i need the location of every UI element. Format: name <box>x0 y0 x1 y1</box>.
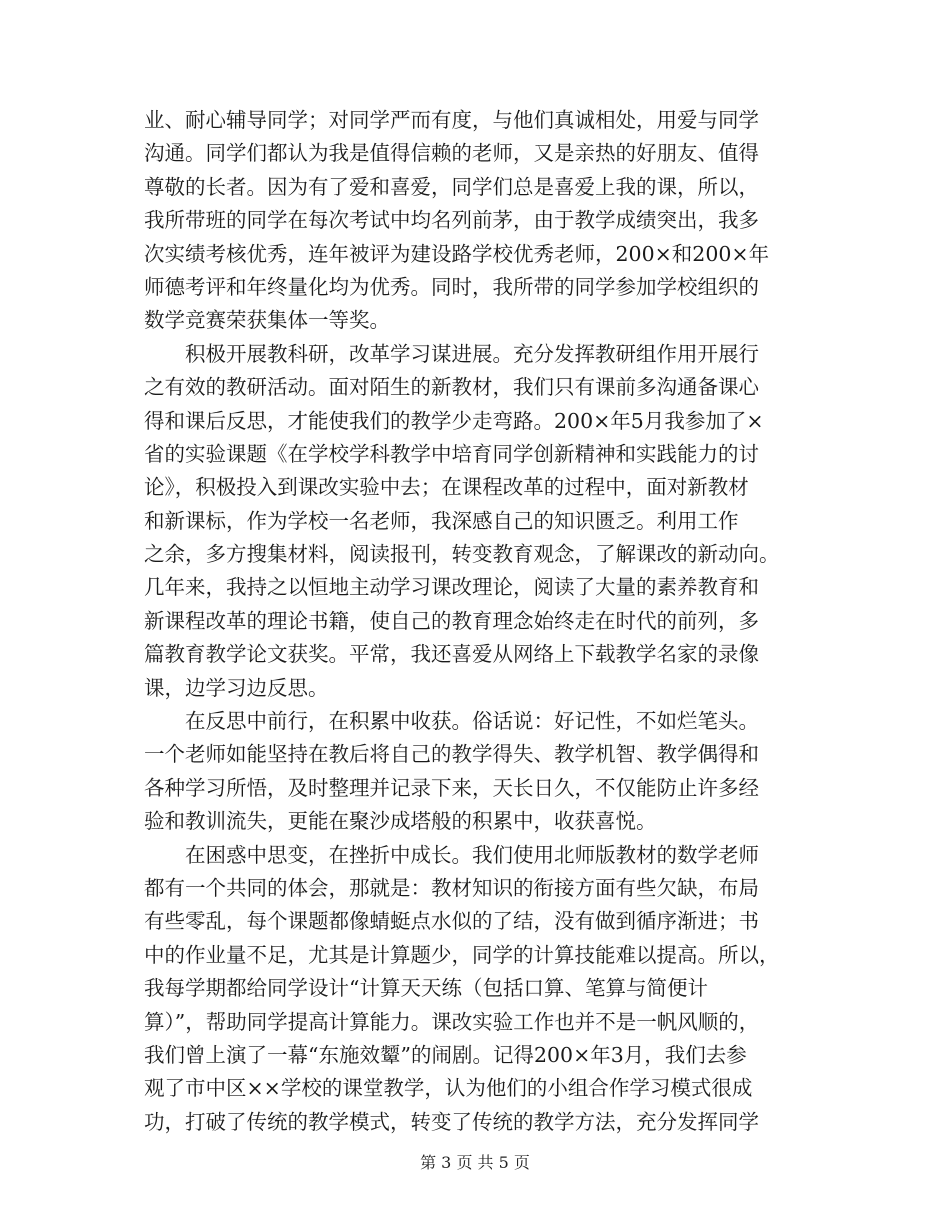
paragraph-start-line: 积极开展教科研，改革学习谋进展。充分发挥教研组作用开展行 <box>144 341 759 366</box>
text-line: 之余，多方搜集材料，阅读报刊，转变教育观念，了解课改的新动向。 <box>144 542 780 567</box>
text-line: 省的实验课题《在学校学科教学中培育同学创新精神和实践能力的讨 <box>144 441 759 466</box>
text-line: 观了市中区××学校的课堂教学，认为他们的小组合作学习模式很成 <box>144 1076 753 1101</box>
text-line: 尊敬的长者。因为有了爱和喜爱，同学们总是喜爱上我的课，所以， <box>144 174 759 199</box>
text-line: 次实绩考核优秀，连年被评为建设路学校优秀老师，200×和200×年 <box>144 241 770 266</box>
text-line: 我所带班的同学在每次考试中均名列前茅，由于教学成绩突出，我多 <box>144 208 759 233</box>
text-line: 都有一个共同的体会，那就是：教材知识的衔接方面有些欠缺，布局 <box>144 875 759 900</box>
text-line: 沟通。同学们都认为我是值得信赖的老师，又是亲热的好朋友、值得 <box>144 141 759 166</box>
text-line: 几年来，我持之以恒地主动学习课改理论，阅读了大量的素养教育和 <box>144 575 759 600</box>
document-body <box>144 104 814 1139</box>
paragraph-start-line: 在反思中前行，在积累中收获。俗话说：好记性，不如烂笔头。 <box>144 709 759 734</box>
text-line: 中的作业量不足，尤其是计算题少，同学的计算技能难以提高。所以， <box>144 942 780 967</box>
text-line: 各种学习所悟，及时整理并记录下来，天长日久，不仅能防止许多经 <box>144 775 759 800</box>
paragraph-start-line: 在困惑中思变，在挫折中成长。我们使用北师版教材的数学老师 <box>144 842 759 867</box>
text-line: 业、耐心辅导同学；对同学严而有度，与他们真诚相处，用爱与同学 <box>144 108 759 132</box>
text-line: 得和课后反思，才能使我们的教学少走弯路。200×年5月我参加了× <box>144 408 764 433</box>
page-number-footer: 第 3 页 共 5 页 <box>420 1153 530 1172</box>
text-line: 功，打破了传统的教学模式，转变了传统的教学方法，充分发挥同学 <box>144 1109 759 1134</box>
text-line: 数学竞赛荣获集体一等奖。 <box>144 308 390 333</box>
text-line: 一个老师如能坚持在教后将自己的教学得失、教学机智、教学偶得和 <box>144 742 759 767</box>
text-line: 之有效的教研活动。面对陌生的新教材，我们只有课前多沟通备课心 <box>144 375 759 400</box>
text-line: 论》，积极投入到课改实验中去；在课程改革的过程中，面对新教材 <box>144 475 749 500</box>
text-line: 和新课标，作为学校一名老师，我深感自己的知识匮乏。利用工作 <box>144 508 739 533</box>
text-line: 师德考评和年终量化均为优秀。同时，我所带的同学参加学校组织的 <box>144 274 759 299</box>
text-line: 新课程改革的理论书籍，使自己的教育理念始终走在时代的前列，多 <box>144 608 759 633</box>
text-line: 我们曾上演了一幕“东施效颦”的闹剧。记得200×年3月，我们去参 <box>144 1042 747 1067</box>
text-line: 课，边学习边反思。 <box>144 675 329 700</box>
text-line: 验和教训流失，更能在聚沙成塔般的积累中，收获喜悦。 <box>144 809 657 834</box>
text-line: 我每学期都给同学设计“计算天天练（包括口算、笔算与简便计 <box>144 976 708 1001</box>
text-line: 篇教育教学论文获奖。平常，我还喜爱从网络上下载教学名家的录像 <box>144 642 759 667</box>
text-line: 算）”，帮助同学提高计算能力。课改实验工作也并不是一帆风顺的， <box>144 1009 760 1034</box>
text-line: 有些零乱，每个课题都像蜻蜓点水似的了结，没有做到循序渐进；书 <box>144 909 759 934</box>
